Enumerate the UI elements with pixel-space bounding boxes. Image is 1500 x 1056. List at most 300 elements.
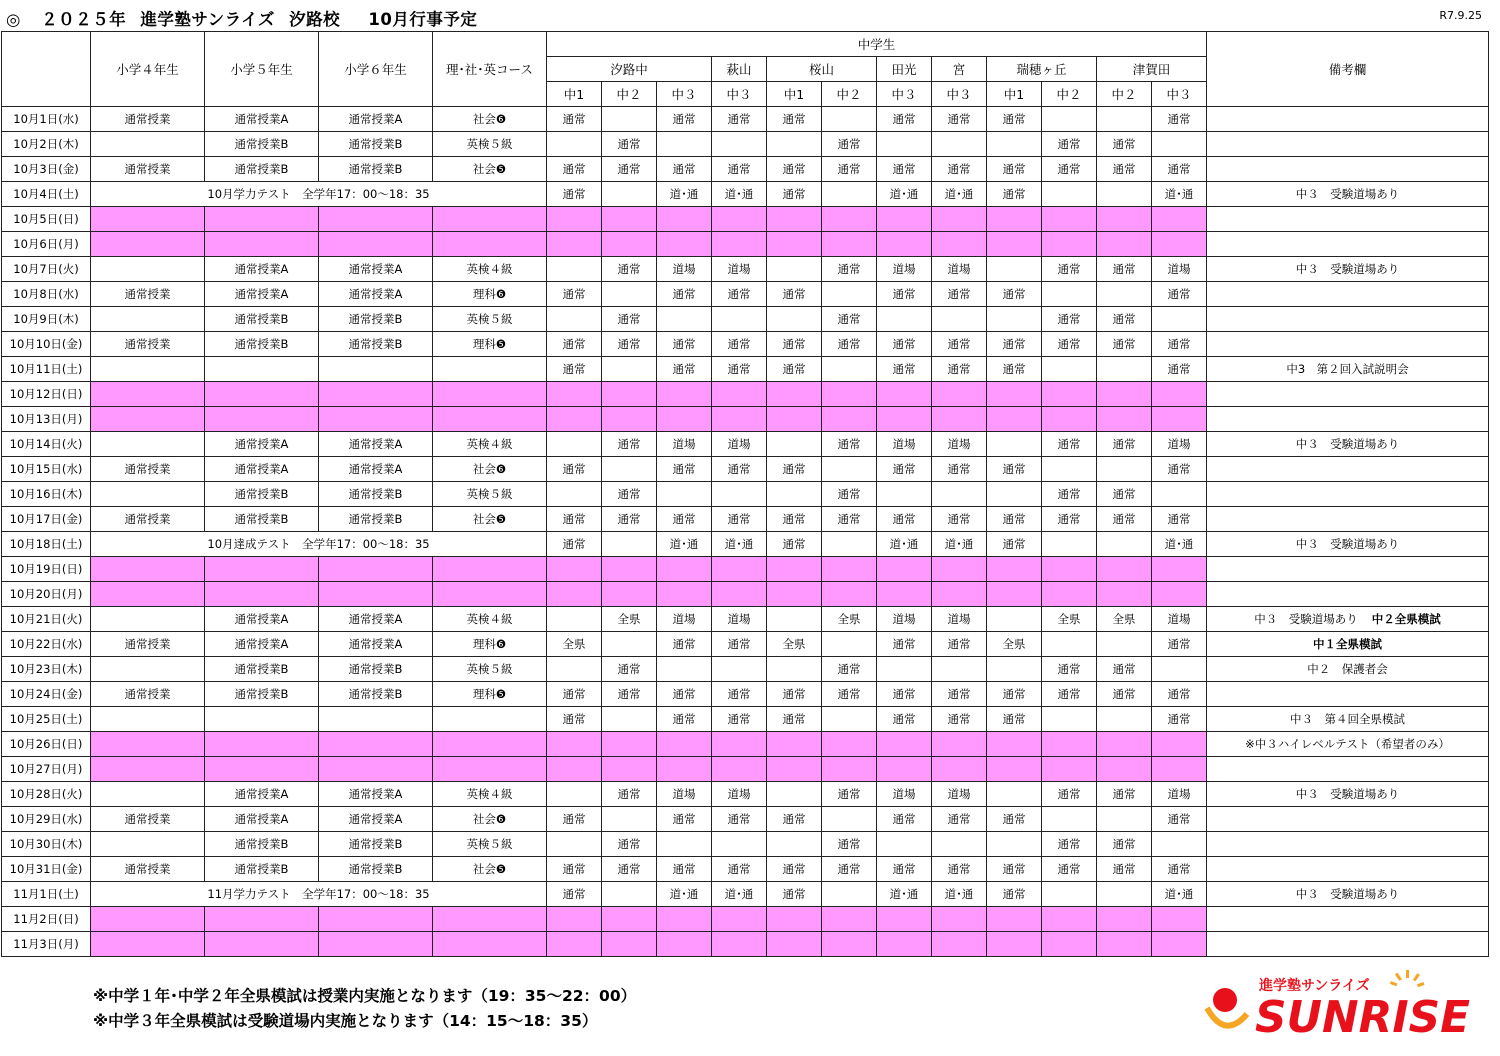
holiday-cell: [602, 382, 657, 407]
middle-cell: 道･通: [657, 182, 712, 207]
middle-cell: 通常: [712, 682, 767, 707]
middle-cell: [932, 657, 987, 682]
middle-cell: 通常: [547, 332, 602, 357]
elem4-cell: [91, 707, 205, 732]
middle-cell: 通常: [712, 507, 767, 532]
middle-cell: 通常: [1097, 657, 1152, 682]
note-cell: [1207, 107, 1489, 132]
holiday-cell: [877, 207, 932, 232]
holiday-cell: [657, 557, 712, 582]
holiday-cell: [433, 557, 547, 582]
holiday-cell: [767, 732, 822, 757]
schedule-row: [2, 182, 1489, 207]
middle-cell: 通常: [1152, 457, 1207, 482]
note-cell: [1207, 157, 1489, 182]
middle-cell: 通常: [987, 857, 1042, 882]
middle-cell: 道場: [657, 782, 712, 807]
school-mizuhogaoka: 瑞穂ヶ丘: [987, 57, 1097, 82]
middle-cell: 通常: [932, 707, 987, 732]
elem5-cell: 通常授業B: [205, 657, 319, 682]
middle-cell: [1042, 532, 1097, 557]
middle-cell: 通常: [1042, 782, 1097, 807]
middle-cell: [602, 707, 657, 732]
row-date: 10月4日(土): [2, 182, 91, 207]
elem4-cell: [91, 257, 205, 282]
header-grade6: 小学６年生: [319, 32, 433, 107]
elem4-cell: 通常授業: [91, 157, 205, 182]
holiday-cell: [767, 232, 822, 257]
holiday-cell: [547, 907, 602, 932]
middle-cell: 通常: [987, 882, 1042, 907]
holiday-cell: [205, 582, 319, 607]
middle-cell: 通常: [1097, 132, 1152, 157]
middle-cell: 通常: [987, 507, 1042, 532]
holiday-cell: [932, 732, 987, 757]
grade-header: 中３: [932, 82, 987, 107]
holiday-cell: [547, 732, 602, 757]
schedule-row: [2, 332, 1489, 357]
holiday-cell: [1097, 732, 1152, 757]
note-cell: [1207, 482, 1489, 507]
note-cell: [1207, 757, 1489, 782]
middle-cell: 通常: [822, 657, 877, 682]
holiday-cell: [657, 907, 712, 932]
schedule-row: [2, 432, 1489, 457]
grade-header: 中３: [877, 82, 932, 107]
holiday-cell: [602, 907, 657, 932]
middle-cell: 通常: [932, 282, 987, 307]
middle-cell: 通常: [822, 332, 877, 357]
note-cell: [1207, 807, 1489, 832]
holiday-cell: [1152, 407, 1207, 432]
holiday-cell: [319, 757, 433, 782]
middle-cell: 通常: [1097, 507, 1152, 532]
middle-cell: [1042, 357, 1097, 382]
holiday-cell: [319, 582, 433, 607]
note-text: 中3 第２回入試説明会: [1286, 362, 1409, 376]
elem4-cell: 通常授業: [91, 682, 205, 707]
elem5-cell: 通常授業A: [205, 607, 319, 632]
middle-cell: 通常: [1152, 332, 1207, 357]
row-date: 10月21日(火): [2, 607, 91, 632]
course-cell: 英検４級: [433, 782, 547, 807]
elem5-cell: 通常授業A: [205, 632, 319, 657]
elem6-cell: 通常授業A: [319, 432, 433, 457]
middle-cell: 通常: [767, 157, 822, 182]
elem5-cell: [205, 707, 319, 732]
holiday-cell: [91, 557, 205, 582]
middle-cell: 道場: [657, 257, 712, 282]
school-sakurayama: 桜山: [767, 57, 877, 82]
holiday-cell: [602, 557, 657, 582]
middle-cell: [1097, 107, 1152, 132]
middle-cell: 通常: [1097, 257, 1152, 282]
holiday-cell: [205, 732, 319, 757]
middle-cell: 通常: [877, 107, 932, 132]
note-text: 中３ 受験道場あり: [1295, 187, 1400, 201]
middle-cell: [822, 457, 877, 482]
middle-cell: [767, 307, 822, 332]
middle-cell: 通常: [602, 432, 657, 457]
middle-cell: 通常: [877, 157, 932, 182]
holiday-cell: [987, 232, 1042, 257]
middle-cell: [767, 432, 822, 457]
middle-cell: 道場: [1152, 782, 1207, 807]
middle-cell: 通常: [1152, 707, 1207, 732]
middle-cell: 通常: [1152, 357, 1207, 382]
holiday-cell: [433, 907, 547, 932]
holiday-cell: [433, 407, 547, 432]
middle-cell: 道場: [932, 782, 987, 807]
holiday-cell: [1042, 382, 1097, 407]
holiday-cell: [1152, 932, 1207, 957]
holiday-cell: [1042, 932, 1097, 957]
middle-cell: 通常: [712, 332, 767, 357]
middle-cell: 通常: [987, 457, 1042, 482]
middle-cell: 通常: [822, 432, 877, 457]
middle-cell: 通常: [767, 857, 822, 882]
middle-cell: [657, 307, 712, 332]
holiday-cell: [822, 232, 877, 257]
holiday-cell: [91, 232, 205, 257]
holiday-cell: [657, 757, 712, 782]
middle-cell: 通常: [1152, 107, 1207, 132]
holiday-cell: [657, 232, 712, 257]
holiday-cell: [767, 757, 822, 782]
middle-cell: 通常: [547, 682, 602, 707]
holiday-cell: [767, 907, 822, 932]
middle-cell: 通常: [822, 482, 877, 507]
row-date: 10月14日(火): [2, 432, 91, 457]
row-date: 10月23日(木): [2, 657, 91, 682]
middle-cell: 通常: [1097, 157, 1152, 182]
middle-cell: 道場: [1152, 432, 1207, 457]
middle-cell: 通常: [657, 707, 712, 732]
middle-cell: 通常: [877, 807, 932, 832]
header-middle: 中学生: [547, 32, 1207, 57]
middle-cell: [547, 832, 602, 857]
middle-cell: [547, 132, 602, 157]
middle-cell: 通常: [987, 357, 1042, 382]
elem6-cell: 通常授業B: [319, 307, 433, 332]
elem4-cell: [91, 132, 205, 157]
logo-brand: SUNRISE: [1255, 992, 1470, 1040]
holiday-cell: [657, 207, 712, 232]
schedule-row: [2, 532, 1489, 557]
middle-cell: [987, 657, 1042, 682]
title-mark: ◎: [6, 10, 21, 29]
holiday-cell: [433, 582, 547, 607]
holiday-cell: [1097, 382, 1152, 407]
middle-cell: 通常: [987, 282, 1042, 307]
elem6-cell: 通常授業B: [319, 832, 433, 857]
middle-cell: 通常: [767, 282, 822, 307]
holiday-cell: [1042, 207, 1097, 232]
row-date: 10月1日(水): [2, 107, 91, 132]
row-date: 10月26日(日): [2, 732, 91, 757]
middle-cell: 通常: [1152, 807, 1207, 832]
holiday-cell: [319, 557, 433, 582]
note-cell: [1207, 507, 1489, 532]
elem4-cell: 通常授業: [91, 282, 205, 307]
middle-cell: 道場: [877, 782, 932, 807]
middle-cell: 通常: [877, 332, 932, 357]
middle-cell: [547, 657, 602, 682]
note-cell: [1207, 182, 1489, 207]
middle-cell: [767, 257, 822, 282]
note-text: 中３ 受験道場あり: [1295, 887, 1400, 901]
holiday-cell: [602, 582, 657, 607]
middle-cell: 通常: [987, 532, 1042, 557]
middle-cell: [767, 832, 822, 857]
middle-cell: 通常: [1152, 507, 1207, 532]
middle-cell: 通常: [877, 707, 932, 732]
elem4-cell: [91, 832, 205, 857]
holiday-cell: [433, 232, 547, 257]
middle-cell: [712, 657, 767, 682]
school-shiromichi: 汐路中: [547, 57, 712, 82]
holiday-cell: [712, 582, 767, 607]
grade-header: 中３: [1152, 82, 1207, 107]
middle-cell: [987, 607, 1042, 632]
holiday-cell: [712, 757, 767, 782]
middle-cell: [987, 482, 1042, 507]
holiday-cell: [433, 732, 547, 757]
holiday-cell: [822, 907, 877, 932]
middle-cell: 通常: [712, 457, 767, 482]
middle-cell: 通常: [1042, 157, 1097, 182]
course-cell: 社会❺: [433, 157, 547, 182]
holiday-cell: [932, 757, 987, 782]
middle-cell: 通常: [767, 457, 822, 482]
sun-rays-icon: [1390, 970, 1425, 987]
row-date: 10月13日(月): [2, 407, 91, 432]
middle-cell: [822, 282, 877, 307]
middle-cell: 通常: [1097, 682, 1152, 707]
middle-cell: 通常: [602, 482, 657, 507]
elem5-cell: 通常授業B: [205, 132, 319, 157]
middle-cell: 通常: [767, 182, 822, 207]
holiday-cell: [602, 757, 657, 782]
holiday-cell: [1152, 907, 1207, 932]
holiday-cell: [602, 732, 657, 757]
elem5-cell: 通常授業A: [205, 257, 319, 282]
elem5-cell: 通常授業A: [205, 432, 319, 457]
middle-cell: [1152, 307, 1207, 332]
school-hagiyama: 萩山: [712, 57, 767, 82]
holiday-cell: [205, 932, 319, 957]
middle-cell: 通常: [1042, 132, 1097, 157]
middle-cell: 通常: [657, 682, 712, 707]
middle-cell: 通常: [602, 307, 657, 332]
holiday-cell: [319, 382, 433, 407]
note-cell: [1207, 782, 1489, 807]
elem6-cell: [319, 357, 433, 382]
holiday-cell: [319, 232, 433, 257]
title-event: 10月行事予定: [368, 10, 478, 29]
elem4-cell: 通常授業: [91, 332, 205, 357]
holiday-cell: [205, 407, 319, 432]
elem5-cell: 通常授業B: [205, 157, 319, 182]
middle-cell: 通常: [987, 807, 1042, 832]
schedule-row: [2, 807, 1489, 832]
middle-cell: [987, 132, 1042, 157]
middle-cell: 通常: [987, 107, 1042, 132]
holiday-cell: [657, 407, 712, 432]
middle-cell: [1097, 457, 1152, 482]
grade-header: 中1: [987, 82, 1042, 107]
elem5-cell: 通常授業A: [205, 782, 319, 807]
row-date: 10月17日(金): [2, 507, 91, 532]
middle-cell: 道場: [712, 607, 767, 632]
middle-cell: [1152, 832, 1207, 857]
middle-cell: 通常: [767, 357, 822, 382]
grade-header: 中３: [657, 82, 712, 107]
note-cell: [1207, 307, 1489, 332]
header-notes: 備考欄: [1207, 32, 1489, 107]
holiday-cell: [1152, 382, 1207, 407]
middle-cell: 通常: [1097, 332, 1152, 357]
middle-cell: 通常: [602, 132, 657, 157]
logo-tagline: 進学塾サンライズ: [1259, 978, 1370, 994]
holiday-cell: [822, 207, 877, 232]
note-cell: [1207, 932, 1489, 957]
middle-cell: 通常: [657, 632, 712, 657]
course-cell: 社会❻: [433, 107, 547, 132]
holiday-cell: [1042, 907, 1097, 932]
middle-cell: [712, 482, 767, 507]
middle-cell: 通常: [767, 682, 822, 707]
elem4-cell: [91, 432, 205, 457]
holiday-cell: [91, 382, 205, 407]
middle-cell: 通常: [712, 107, 767, 132]
holiday-cell: [1097, 932, 1152, 957]
elem6-cell: 通常授業B: [319, 507, 433, 532]
test-cell: 11月学力テスト 全学年17：00～18：35: [91, 882, 547, 907]
middle-cell: [987, 307, 1042, 332]
elem4-cell: [91, 307, 205, 332]
middle-cell: 道･通: [657, 882, 712, 907]
middle-cell: 通常: [547, 707, 602, 732]
holiday-cell: [205, 757, 319, 782]
middle-cell: 通常: [547, 107, 602, 132]
middle-cell: [602, 632, 657, 657]
holiday-cell: [767, 207, 822, 232]
table-body: [2, 107, 1489, 957]
middle-cell: 通常: [932, 357, 987, 382]
middle-cell: [932, 132, 987, 157]
schedule-row: [2, 882, 1489, 907]
holiday-cell: [877, 232, 932, 257]
middle-cell: 通常: [547, 157, 602, 182]
middle-cell: 通常: [822, 832, 877, 857]
elem4-cell: 通常授業: [91, 632, 205, 657]
holiday-cell: [932, 407, 987, 432]
middle-cell: 通常: [547, 457, 602, 482]
holiday-cell: [657, 582, 712, 607]
holiday-cell: [91, 407, 205, 432]
middle-cell: 通常: [987, 707, 1042, 732]
holiday-cell: [987, 757, 1042, 782]
footnote-1: ※中学１年･中学２年全県模試は授業内実施となります（19：35～22：00）: [93, 987, 637, 1005]
middle-cell: 通常: [987, 182, 1042, 207]
holiday-cell: [877, 907, 932, 932]
holiday-cell: [987, 557, 1042, 582]
middle-cell: 通常: [822, 257, 877, 282]
middle-cell: 全県: [602, 607, 657, 632]
middle-cell: 通常: [822, 157, 877, 182]
holiday-cell: [1097, 757, 1152, 782]
course-cell: 理科❻: [433, 632, 547, 657]
note-cell: [1207, 907, 1489, 932]
middle-cell: 通常: [987, 332, 1042, 357]
holiday-cell: [1097, 207, 1152, 232]
middle-cell: 通常: [877, 857, 932, 882]
middle-cell: 通常: [602, 257, 657, 282]
grade-header: 中２: [822, 82, 877, 107]
middle-cell: [822, 357, 877, 382]
holiday-cell: [547, 232, 602, 257]
middle-cell: [602, 532, 657, 557]
middle-cell: [1042, 457, 1097, 482]
note-text: 中３ 第４回全県模試: [1290, 712, 1405, 726]
row-date: 10月3日(金): [2, 157, 91, 182]
course-cell: 英検４級: [433, 607, 547, 632]
middle-cell: 通常: [822, 682, 877, 707]
header-grade4: 小学４年生: [91, 32, 205, 107]
middle-cell: [657, 832, 712, 857]
middle-cell: [602, 807, 657, 832]
holiday-cell: [205, 907, 319, 932]
note-cell: [1207, 682, 1489, 707]
holiday-cell: [1097, 907, 1152, 932]
holiday-cell: [1152, 207, 1207, 232]
row-date: 10月20日(月): [2, 582, 91, 607]
middle-cell: 道場: [932, 607, 987, 632]
middle-cell: 通常: [767, 807, 822, 832]
holiday-cell: [205, 207, 319, 232]
table-header: [2, 32, 1489, 107]
elem4-cell: 通常授業: [91, 857, 205, 882]
middle-cell: [767, 607, 822, 632]
schedule-row: [2, 907, 1489, 932]
header-grade5: 小学５年生: [205, 32, 319, 107]
school-miya: 宮: [932, 57, 987, 82]
holiday-cell: [319, 407, 433, 432]
middle-cell: 通常: [932, 457, 987, 482]
holiday-cell: [91, 732, 205, 757]
middle-cell: 道場: [877, 432, 932, 457]
holiday-cell: [767, 407, 822, 432]
note-cell: [1207, 432, 1489, 457]
schedule-row: [2, 782, 1489, 807]
row-date: 10月29日(水): [2, 807, 91, 832]
holiday-cell: [1042, 732, 1097, 757]
holiday-cell: [932, 557, 987, 582]
middle-cell: 通常: [932, 507, 987, 532]
middle-cell: 通常: [1097, 482, 1152, 507]
row-date: 10月22日(水): [2, 632, 91, 657]
middle-cell: [1152, 482, 1207, 507]
middle-cell: [822, 182, 877, 207]
schedule-row: [2, 132, 1489, 157]
holiday-cell: [877, 557, 932, 582]
header-date: [2, 32, 91, 107]
course-cell: 英検５級: [433, 657, 547, 682]
middle-cell: 通常: [932, 107, 987, 132]
holiday-cell: [205, 557, 319, 582]
holiday-cell: [987, 382, 1042, 407]
